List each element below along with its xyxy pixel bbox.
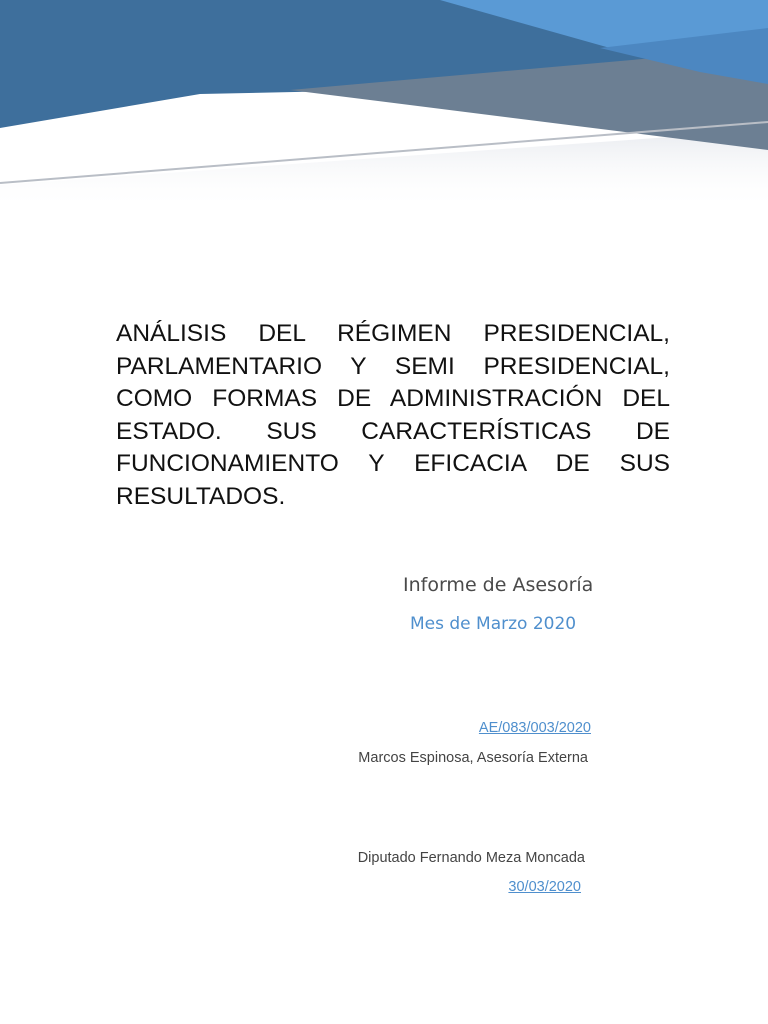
reference-code-link[interactable]: AE/083/003/2020 [478, 720, 591, 736]
recipient-line: Diputado Fernando Meza Moncada [357, 850, 585, 866]
author-line: Marcos Espinosa, Asesoría Externa [358, 750, 588, 766]
document-title: ANÁLISIS DEL RÉGIMEN PRESIDENCIAL, PARLAMENTARIO Y SEMI PRESIDENCIAL, COMO FORMAS DE ADMINISTRACIÓN DEL ESTADO. SUS CARACTERÍSTICAS DE FUNCIONAMIENTO Y EFICACIA DE SUS RESULTADOS. [116, 320, 670, 510]
header-banner [0, 0, 768, 210]
report-period: Mes de Marzo 2020 [410, 614, 577, 634]
date-link[interactable]: 30/03/2020 [508, 879, 581, 895]
banner-reflection-shape [0, 130, 768, 210]
report-type: Informe de Asesoría [403, 574, 594, 596]
